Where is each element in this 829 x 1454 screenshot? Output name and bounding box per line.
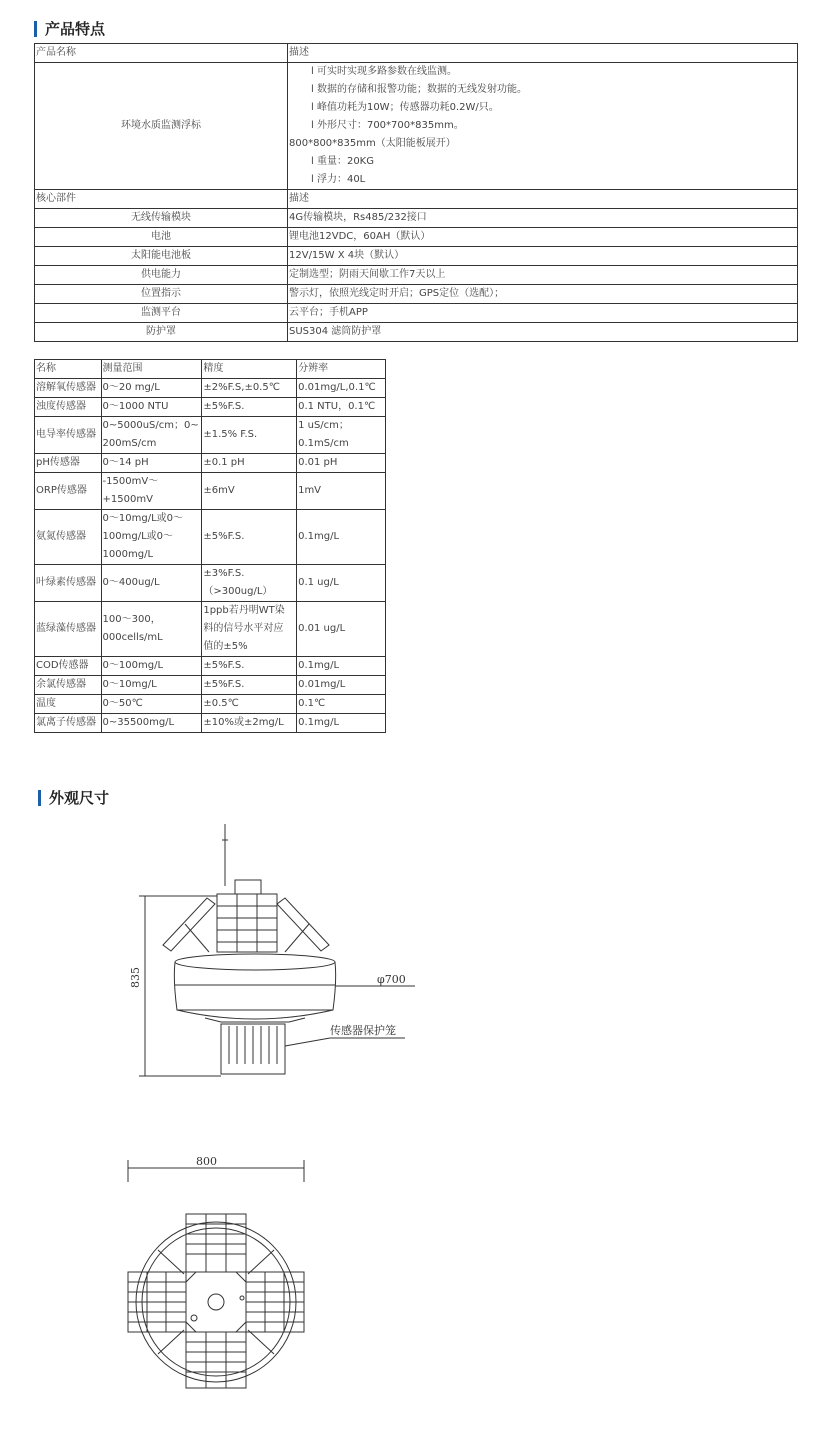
- sensors-table: [34, 359, 386, 733]
- component-desc: 警示灯，依照光线定时开启；GPS定位（选配）；: [288, 285, 798, 304]
- sensor-range: [101, 379, 202, 398]
- sensor-accuracy: [202, 676, 297, 695]
- table-row: [35, 379, 386, 398]
- sensor-resolution: [297, 565, 386, 602]
- sensor-accuracy: [202, 657, 297, 676]
- cell-line: ±10%或±2mg/L: [203, 717, 284, 728]
- sensor-accuracy: [202, 602, 297, 657]
- sensor-range: [101, 454, 202, 473]
- sensor-resolution: [297, 602, 386, 657]
- cell-line: ±5%F.S.: [203, 660, 245, 671]
- cell-line: 1000mg/L: [102, 549, 154, 560]
- table-row: [35, 565, 386, 602]
- cell-line: 0～400ug/L: [102, 577, 160, 588]
- sensor-resolution: [297, 473, 386, 510]
- table-row: [35, 417, 386, 454]
- component-desc: 4G传输模块，Rs485/232接口: [288, 209, 798, 228]
- cell-line: 000cells/mL: [102, 632, 163, 643]
- table-row: [35, 473, 386, 510]
- height-label: 835: [129, 967, 142, 988]
- cell-line: 100mg/L或0～: [102, 531, 174, 542]
- cell-line: 0～20 mg/L: [102, 382, 160, 393]
- cell-line: 0.01mg/L,0.1℃: [298, 382, 376, 393]
- description-line: l 浮力：40L: [311, 174, 366, 185]
- top-view-drawing: [118, 1152, 318, 1392]
- component-desc: 云平台；手机APP: [288, 304, 798, 323]
- sensor-name: 余氯传感器: [35, 676, 102, 695]
- description-line: 800*800*835mm（太阳能板展开）: [289, 138, 456, 149]
- description-line: l 数据的存储和报警功能；数据的无线发射功能。: [311, 84, 527, 95]
- cell-line: -1500mV～: [102, 476, 159, 487]
- cell-line: 值的±5%: [203, 641, 248, 652]
- cell-line: ±5%F.S.: [203, 679, 245, 690]
- table-header-row: [35, 360, 386, 379]
- component-name: 供电能力: [35, 266, 288, 285]
- product-description: [288, 63, 798, 190]
- side-view-drawing: [125, 820, 425, 1090]
- cell-line: 1ppb若丹明WT染: [203, 605, 285, 616]
- sensor-resolution: [297, 714, 386, 733]
- sensor-range: [101, 417, 202, 454]
- table-row: [35, 714, 386, 733]
- table-row: [35, 602, 386, 657]
- table-row: [35, 510, 386, 565]
- sensor-range: [101, 657, 202, 676]
- sensor-name: ORP传感器: [35, 473, 102, 510]
- cell-line: 0.1mg/L: [298, 717, 340, 728]
- cell-line: 料的信号水平对应: [203, 623, 284, 634]
- table-row: [35, 228, 798, 247]
- cell-line: ±1.5% F.S.: [203, 429, 258, 440]
- cell-line: 0.01 pH: [298, 457, 338, 468]
- component-name: 监测平台: [35, 304, 288, 323]
- cell-line: 0.1 NTU，0.1℃: [298, 401, 376, 412]
- cell-line: 0.1 ug/L: [298, 577, 339, 588]
- sensor-accuracy: [202, 398, 297, 417]
- component-desc: SUS304 滤筒防护罩: [288, 323, 798, 342]
- sensor-name: 温度: [35, 695, 102, 714]
- component-desc: 12V/15W X 4块（默认）: [288, 247, 798, 266]
- header-cell: 核心部件: [35, 190, 288, 209]
- cell-line: ±0.5℃: [203, 698, 239, 709]
- header-cell: 名称: [35, 360, 102, 379]
- cell-line: ±5%F.S.: [203, 401, 245, 412]
- sensor-resolution: [297, 510, 386, 565]
- header-cell: 描述: [288, 190, 798, 209]
- title-accent-bar: [38, 790, 41, 806]
- cell-line: ±0.1 pH: [203, 457, 245, 468]
- cage-label: 传感器保护笼: [330, 1024, 396, 1037]
- table-row: [35, 695, 386, 714]
- cell-line: 1mV: [298, 485, 322, 496]
- width-label: 800: [196, 1155, 217, 1168]
- cell-line: （>300ug/L）: [203, 586, 273, 597]
- cell-line: 1 uS/cm；: [298, 420, 349, 431]
- cell-line: ±3%F.S.: [203, 568, 245, 579]
- cell-line: 0.1℃: [298, 698, 326, 709]
- sensor-resolution: [297, 657, 386, 676]
- sensor-range: [101, 473, 202, 510]
- features-table: [34, 43, 798, 342]
- product-name: 环境水质监测浮标: [35, 63, 288, 190]
- sensor-name: 溶解氧传感器: [35, 379, 102, 398]
- diameter-label: φ700: [377, 973, 406, 986]
- cell-line: 0～50℃: [102, 698, 143, 709]
- header-cell: 精度: [202, 360, 297, 379]
- section-title-text: 产品特点: [45, 20, 106, 38]
- sensor-name: 叶绿素传感器: [35, 565, 102, 602]
- cell-line: 0~5000uS/cm；0~: [102, 420, 199, 431]
- product-row: [35, 63, 798, 190]
- cell-line: 0.1mg/L: [298, 660, 340, 671]
- header-cell: 产品名称: [35, 44, 288, 63]
- cell-line: 0～100mg/L: [102, 660, 164, 671]
- table-row: [35, 209, 798, 228]
- description-line: l 外形尺寸：700*700*835mm。: [311, 120, 464, 131]
- cell-line: 0.01 ug/L: [298, 623, 346, 634]
- sensor-name: 氯离子传感器: [35, 714, 102, 733]
- sensor-resolution: [297, 417, 386, 454]
- cell-line: 200mS/cm: [102, 438, 157, 449]
- sensor-name: 氨氮传感器: [35, 510, 102, 565]
- sensor-range: [101, 714, 202, 733]
- sensor-range: [101, 565, 202, 602]
- sensor-resolution: [297, 398, 386, 417]
- cell-line: +1500mV: [102, 494, 153, 505]
- description-line: l 可实时实现多路参数在线监测。: [311, 66, 457, 77]
- header-cell: 分辨率: [297, 360, 386, 379]
- sensor-name: 蓝绿藻传感器: [35, 602, 102, 657]
- sensor-range: [101, 676, 202, 695]
- sensor-accuracy: [202, 510, 297, 565]
- table-row: [35, 398, 386, 417]
- sensor-accuracy: [202, 379, 297, 398]
- sensor-name: pH传感器: [35, 454, 102, 473]
- cell-line: 0.1mS/cm: [298, 438, 349, 449]
- cell-line: 0~35500mg/L: [102, 717, 175, 728]
- sensor-accuracy: [202, 714, 297, 733]
- description-line: l 重量：20KG: [311, 156, 374, 167]
- table-row: [35, 657, 386, 676]
- table-header-row: [35, 44, 798, 63]
- sensor-range: [101, 510, 202, 565]
- core-header-row: [35, 190, 798, 209]
- sensor-accuracy: [202, 565, 297, 602]
- cell-line: 0.01mg/L: [298, 679, 346, 690]
- sensor-resolution: [297, 695, 386, 714]
- title-accent-bar: [34, 21, 37, 37]
- header-cell: 描述: [288, 44, 798, 63]
- table-row: [35, 454, 386, 473]
- section-title-features: [34, 18, 105, 39]
- cell-line: 100～300，: [102, 614, 161, 625]
- sensor-name: COD传感器: [35, 657, 102, 676]
- sensor-resolution: [297, 379, 386, 398]
- cell-line: 0～10mg/L: [102, 679, 157, 690]
- cell-line: ±6mV: [203, 485, 235, 496]
- cell-line: ±5%F.S.: [203, 531, 245, 542]
- table-row: [35, 285, 798, 304]
- sensor-resolution: [297, 454, 386, 473]
- sensor-accuracy: [202, 454, 297, 473]
- table-row: [35, 304, 798, 323]
- component-name: 太阳能电池板: [35, 247, 288, 266]
- component-desc: 锂电池12VDC，60AH（默认）: [288, 228, 798, 247]
- cell-line: ±2%F.S,±0.5℃: [203, 382, 280, 393]
- sensor-accuracy: [202, 695, 297, 714]
- component-name: 防护罩: [35, 323, 288, 342]
- sensor-name: 浊度传感器: [35, 398, 102, 417]
- cell-line: 0.1mg/L: [298, 531, 340, 542]
- sensor-range: [101, 602, 202, 657]
- table-row: [35, 247, 798, 266]
- sensor-name: 电导率传感器: [35, 417, 102, 454]
- cell-line: 0～10mg/L或0～: [102, 513, 184, 524]
- sensor-accuracy: [202, 473, 297, 510]
- sensor-resolution: [297, 676, 386, 695]
- header-cell: 测量范围: [101, 360, 202, 379]
- component-desc: 定制选型；阴雨天间歇工作7天以上: [288, 266, 798, 285]
- table-row: [35, 266, 798, 285]
- table-row: [35, 323, 798, 342]
- section-title-dimensions: [38, 787, 109, 808]
- component-name: 电池: [35, 228, 288, 247]
- table-row: [35, 676, 386, 695]
- cell-line: 0～14 pH: [102, 457, 149, 468]
- section-title-text: 外观尺寸: [49, 789, 110, 807]
- sensor-range: [101, 695, 202, 714]
- sensor-range: [101, 398, 202, 417]
- description-line: l 峰值功耗为10W；传感器功耗0.2W/只。: [311, 102, 499, 113]
- sensor-accuracy: [202, 417, 297, 454]
- cell-line: 0～1000 NTU: [102, 401, 169, 412]
- component-name: 无线传输模块: [35, 209, 288, 228]
- component-name: 位置指示: [35, 285, 288, 304]
